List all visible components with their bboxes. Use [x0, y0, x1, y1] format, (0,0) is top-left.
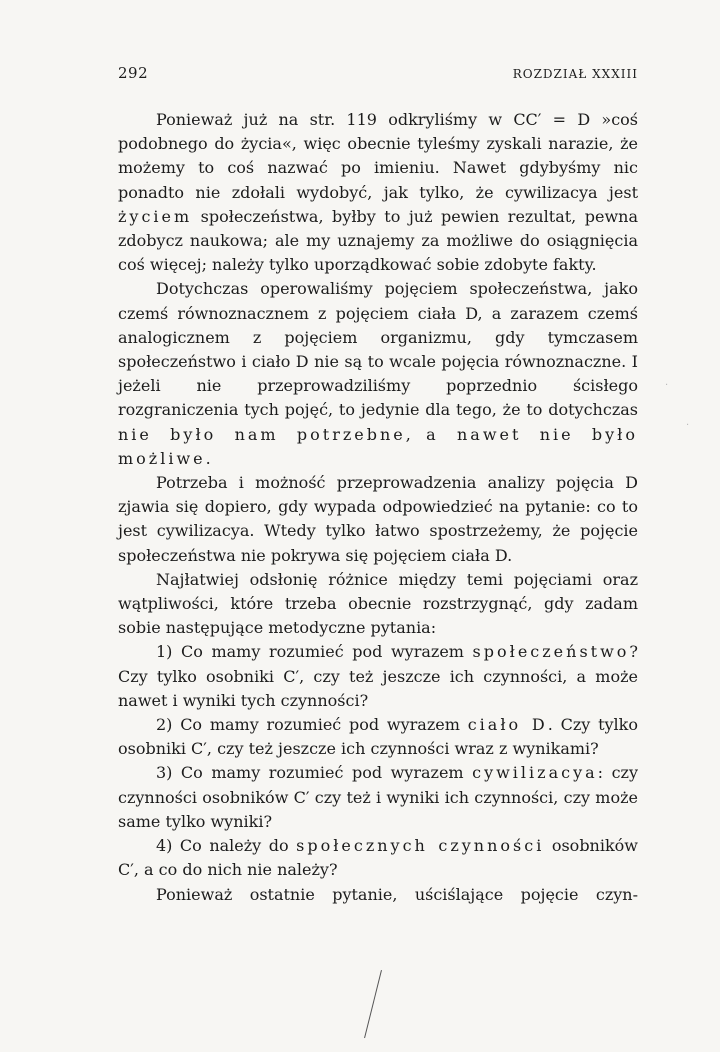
paragraph: [118, 713, 638, 761]
paragraph: [118, 640, 638, 713]
emphasized-text: społeczeństwo: [472, 642, 630, 662]
scan-speck: ·: [665, 380, 669, 391]
emphasized-text: cywilizacya: [472, 763, 598, 783]
book-page: [118, 64, 638, 907]
text-run: .: [205, 448, 211, 468]
text-run: osobników C′, a co do nich nie należy?: [118, 836, 638, 880]
paragraph: [118, 108, 638, 277]
emphasized-text: ciało D: [467, 715, 548, 735]
paragraph: [118, 277, 638, 471]
emphasized-text: życiem: [118, 206, 193, 226]
emphasized-text: nie było nam potrzebne: [118, 424, 406, 444]
text-run: Potrzeba i możność przeprowadzenia analizy pojęcia D zjawia się dopiero, gdy wypada odpowiedzieć na pytanie: co to jest cywilizacya. Wtedy tylko łatwo spostrzeżemy, że pojęcie społeczeństwa nie pokrywa się pojęciem ciała D.: [118, 473, 638, 565]
text-run: Ponieważ już na str. 119 odkryliśmy w CC′ = D »coś podobnego do życia«, więc obecnie tyleśmy zyskali narazie, że możemy to coś nazwać po imieniu. Nawet gdybyśmy nic ponadto nie zdołali wydobyć, jak tylko, że cywilizacya jest: [118, 110, 638, 202]
text-run: 3) Co mamy rozumieć pod wyrazem: [156, 763, 473, 783]
text-run: ,: [405, 424, 427, 444]
paragraph: [118, 471, 638, 568]
paragraph: [118, 834, 638, 882]
text-run: 2) Co mamy rozumieć pod wyrazem: [156, 715, 468, 735]
pencil-mark: [364, 970, 382, 1038]
scan-speck: ·: [686, 420, 690, 431]
running-title: ROZDZIAŁ XXXIII: [512, 67, 638, 81]
text-run: : czy czynności osobników C′ czy też i wyniki ich czynności, czy może same tylko wyniki?: [118, 763, 638, 831]
emphasized-text: a nawet nie było możliwe: [118, 424, 639, 468]
text-run: . Czy tylko osobniki C′, czy też jeszcze ich czynności wraz z wynikami?: [118, 715, 639, 759]
body-text: [118, 108, 638, 907]
text-run: społeczeństwa, byłby to już pewien rezultat, pewna zdobycz naukowa; ale my uznajemy za możliwe do osiągnięcia coś więcej; należy tylko uporządkować sobie zdobyte fakty.: [118, 206, 638, 275]
text-run: 4) Co należy do: [156, 836, 297, 856]
text-run: Najłatwiej odsłonię różnice między temi pojęciami oraz wątpliwości, które trzeba obecnie rozstrzygnąć, gdy zadam sobie następujące metodyczne pytania:: [118, 569, 638, 638]
paragraph: [118, 761, 638, 834]
paragraph: [118, 883, 638, 907]
text-run: 1) Co mamy rozumieć pod wyrazem: [156, 642, 473, 662]
text-run: Dotychczas operowaliśmy pojęciem społeczeństwa, jako czemś równoznacznem z pojęciem ciała D, a zarazem czemś analogicznem z pojęciem organizmu, gdy tymczasem społeczeństwo i ciało D nie są to wcale pojęcia równoznaczne. I jeżeli nie przeprowadziliśmy poprzednio ścisłego rozgraniczenia tych pojęć, to jedynie dla tego, że to dotychczas: [118, 279, 638, 420]
emphasized-text: społecznych czynności: [296, 836, 545, 856]
text-run: Ponieważ ostatnie pytanie, uściślające pojęcie czyn-: [156, 884, 638, 904]
page-number: 292: [118, 64, 149, 82]
page-header: [118, 64, 638, 82]
text-run: ? Czy tylko osobniki C′, czy też jeszcze ich czynności, a może nawet i wyniki tych czynności?: [118, 642, 638, 710]
paragraph: [118, 568, 638, 641]
